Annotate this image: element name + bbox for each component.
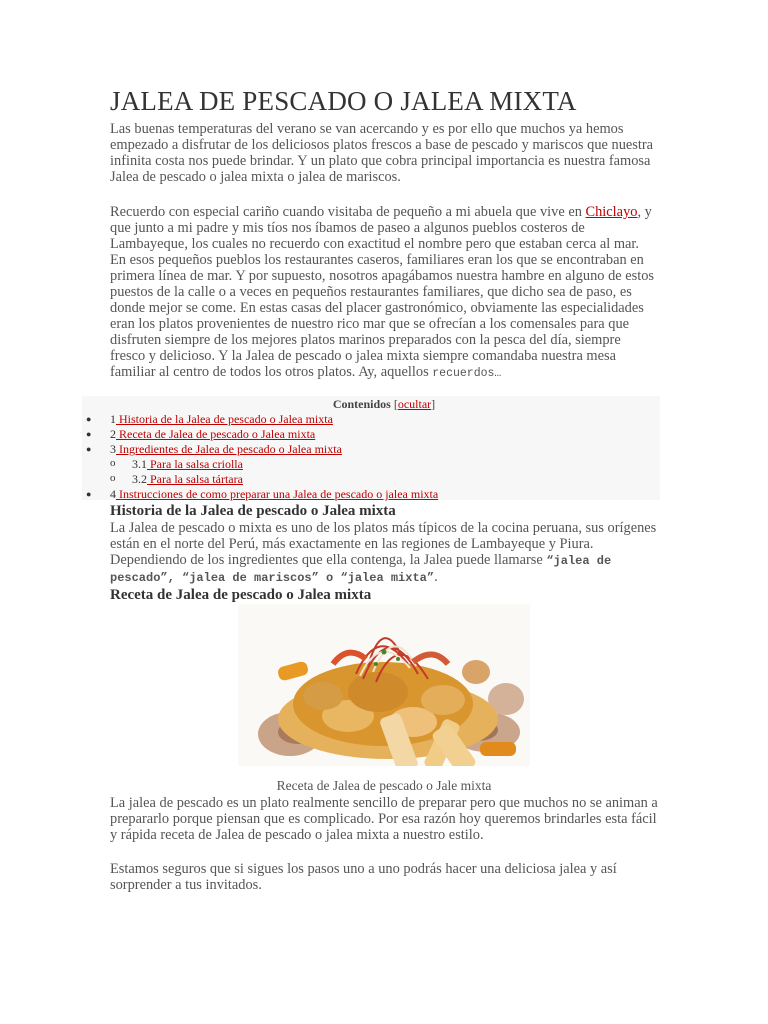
toc-bracket-open: [: [393, 397, 398, 411]
toc-item[interactable]: [86, 442, 656, 457]
jalea-names: “jalea de pescado”, “jalea de mariscos” o “jalea mixta”: [110, 554, 612, 585]
toc-subitem[interactable]: [86, 457, 656, 472]
historia-text: La Jalea de pescado o mixta es uno de los platos más típicos de la cocina peruana, sus orígenes están en el norte del Perú, más exactamente en las regiones de Lambayeque y Piura. Dependiendo de los ingredientes que ella contenga, la Jalea puede llamarse: [110, 520, 657, 568]
toc-number: 1: [110, 412, 116, 426]
historia-paragraph: [110, 520, 658, 586]
chiclayo-link[interactable]: Chiclayo: [585, 204, 638, 220]
toc-bracket-close: ]: [431, 397, 436, 411]
toc-item[interactable]: [86, 487, 656, 502]
intro-paragraph: Las buenas temperaturas del verano se van acercando y es por ello que muchos ya hemos empezado a disfrutar de los deliciosos platos frescos a base de pescado y mariscos que nuestra infinita costa nos puede brindar. Y un plato que cobra principal importancia es nuestra famosa Jalea de pescado o jalea mixta o jalea de mariscos.: [110, 121, 654, 185]
bullet-icon: ●: [86, 489, 92, 499]
toc-header: [110, 397, 658, 412]
toc-number: 2: [110, 427, 116, 441]
toc-number: 3.2: [132, 472, 147, 486]
toc-subitem[interactable]: [86, 472, 656, 487]
closing-paragraph: Estamos seguros que si sigues los pasos uno a uno podrás hacer una deliciosa jalea y así sorprender a tus invitados.: [110, 861, 617, 893]
circle-bullet-icon: o: [110, 472, 116, 484]
memory-paragraph: [110, 204, 658, 382]
jalea-photo: [238, 604, 530, 766]
circle-bullet-icon: o: [110, 457, 116, 469]
toc-link[interactable]: Ingredientes de Jalea de pescado o Jalea mixta: [116, 442, 342, 456]
page-title: JALEA DE PESCADO O JALEA MIXTA: [110, 86, 577, 116]
memory-text-rest: , y que junto a mi padre y mis tíos nos íbamos de paseo a algunos pueblos costeros de Lambayeque, los cuales no recuerdo con exactitud el nombre pero que estaban cerca al mar. En esos pequeños pueblos los restaurantes caseros, familiares eran los que se encontraban en primera línea de mar. Y por supuesto, nosotros apagábamos nuestra hambre en alguno de estos puestos de la calle o a veces en pequeños restaurantes familiares, que dicho sea de paso, es donde mejor se come. En estas casas del placer gastronómico, obviamente las especialidades eran los platos provenientes de nuestro rico mar que se ofrecían a los comensales para que disfruten siempre de los mejores platos marinos preparados con la pesca del día, siempre fresco y delicioso. Y la Jalea de pescado o jalea mixta siempre comandaba nuestra mesa familiar al centro de todos los otros platos. Ay, aquellos: [110, 204, 655, 380]
toc-number: 3.1: [132, 457, 147, 471]
receta-paragraph: La jalea de pescado es un plato realmente sencillo de preparar pero que muchos no se animan a prepararlo porque piensan que es complicado. Por esa razón hoy queremos brindarles esta fácil y rápida receta de Jalea de pescado o jalea mixta a nuestro estilo.: [110, 795, 658, 843]
toc-number: 4: [110, 487, 116, 501]
jalea-dish-illustration: [238, 604, 530, 766]
toc-title: Contenidos: [332, 397, 391, 411]
memory-trail: recuerdos…: [432, 367, 502, 380]
receta-heading: Receta de Jalea de pescado o Jalea mixta: [110, 587, 372, 603]
toc-link[interactable]: Instrucciones de como preparar una Jalea de pescado o jalea mixta: [116, 487, 439, 501]
toc-link[interactable]: Historia de la Jalea de pescado o Jalea mixta: [116, 412, 333, 426]
toc-link[interactable]: Para la salsa tártara: [147, 472, 243, 486]
historia-heading: Historia de la Jalea de pescado o Jalea mixta: [110, 503, 396, 519]
memory-text-start: Recuerdo con especial cariño cuando visitaba de pequeño a mi abuela que vive en: [110, 204, 586, 220]
toc-toggle-link[interactable]: ocultar: [397, 397, 432, 411]
toc-list: [86, 412, 656, 502]
toc-item[interactable]: [86, 427, 656, 442]
toc-link[interactable]: Receta de Jalea de pescado o Jalea mixta: [116, 427, 316, 441]
toc-number: 3: [110, 442, 116, 456]
bullet-icon: ●: [86, 429, 92, 439]
bullet-icon: ●: [86, 414, 92, 424]
photo-caption: Receta de Jalea de pescado o Jale mixta: [276, 778, 492, 793]
toc-item[interactable]: [86, 412, 656, 427]
toc-link[interactable]: Para la salsa criolla: [147, 457, 243, 471]
bullet-icon: ●: [86, 444, 92, 454]
historia-end: .: [434, 569, 438, 585]
